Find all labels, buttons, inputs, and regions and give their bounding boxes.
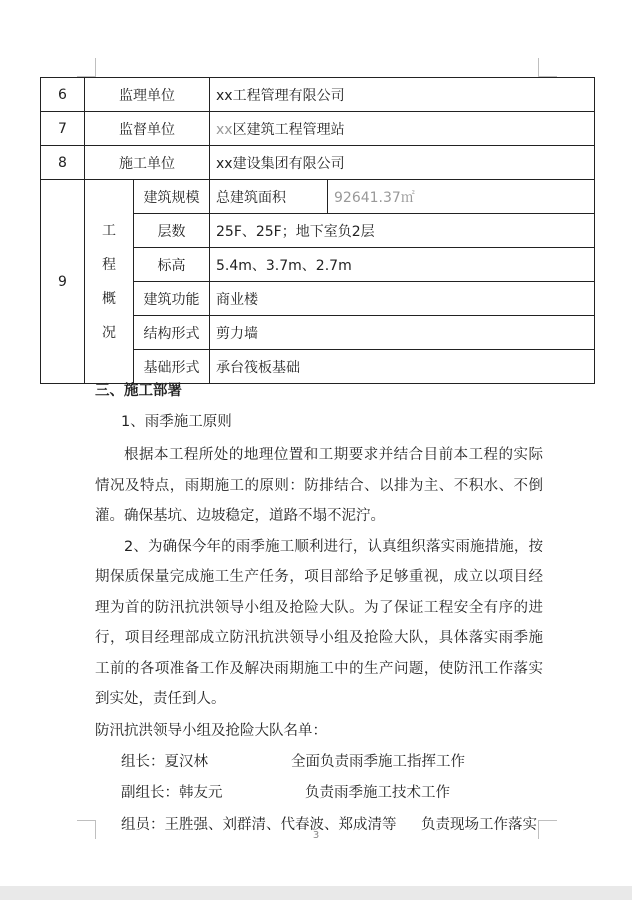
sub-label: 建筑规模	[134, 180, 210, 214]
page-number: 3	[312, 830, 320, 841]
row-number: 6	[41, 78, 85, 112]
row-label: 施工单位	[85, 146, 210, 180]
member-role: 副组长：韩友元	[121, 785, 223, 801]
list-item	[95, 747, 543, 779]
group-char: 概	[102, 290, 116, 307]
group-char: 况	[102, 324, 116, 341]
row-value: xx建设集团有限公司	[210, 146, 595, 180]
sub-value: 总建筑面积	[210, 180, 328, 214]
member-duty: 负责雨季施工技术工作	[305, 785, 450, 801]
row-value	[210, 112, 595, 146]
value-text: 区建筑工程管理站	[232, 121, 345, 138]
row-label: 监理单位	[85, 78, 210, 112]
value-prefix: xx	[216, 121, 233, 138]
section-heading: 三、施工部署	[95, 383, 182, 399]
crop-mark-top-left	[77, 58, 96, 77]
group-label-vertical	[85, 180, 134, 384]
table-row	[41, 78, 595, 112]
sub-label: 建筑功能	[134, 282, 210, 316]
project-info-table	[40, 77, 595, 384]
member-duty: 全面负责雨季施工指挥工作	[291, 753, 465, 770]
row-number: 8	[41, 146, 85, 180]
sub-value: 剪力墙	[210, 316, 595, 350]
sub-label: 层数	[134, 214, 210, 248]
member-duty: 负责现场工作落实	[421, 816, 537, 833]
crop-mark-top-right	[538, 58, 557, 77]
member-role: 组长：夏汉林	[121, 753, 208, 770]
sub-value: 5.4m、3.7m、2.7m	[210, 248, 595, 282]
sub-value: 25F、25F；地下室负2层	[210, 214, 595, 248]
subsection-heading: 1、雨季施工原则	[121, 414, 232, 430]
row-number: 9	[41, 180, 85, 384]
group-char: 工	[102, 222, 116, 239]
body-text	[95, 378, 543, 841]
row-value: xx工程管理有限公司	[210, 78, 595, 112]
list-item	[95, 778, 543, 810]
sub-label: 结构形式	[134, 316, 210, 350]
sub-extra: 92641.37㎡	[328, 180, 595, 214]
table-row	[41, 146, 595, 180]
paragraph: 根据本工程所处的地理位置和工期要求并结合目前本工程的实际情况及特点，雨期施工的原则：防排结合、以排为主、不积水、不倒灌。确保基坑、边坡稳定，道路不塌不泥泞。	[95, 447, 543, 524]
paragraph: 2、为确保今年的雨季施工顺利进行，认真组织落实雨施措施，按期保质保量完成施工生产任务，项目部给予足够重视，成立以项目经理为首的防汛抗洪领导小组及抢险大队。为了保证工程安全有序的进行，项目经理部成立防汛抗洪领导小组及抢险大队，具体落实雨季施工前的各项准备工作及解决雨期施工中的生产问题，使防汛工作落实到实处，责任到人。	[95, 538, 543, 707]
row-label: 监督单位	[85, 112, 210, 146]
group-char: 程	[102, 256, 116, 273]
table-row	[41, 180, 595, 214]
table-row	[41, 112, 595, 146]
sub-label: 基础形式	[134, 350, 210, 384]
sub-value: 商业楼	[210, 282, 595, 316]
row-number: 7	[41, 112, 85, 146]
page-gap	[0, 886, 632, 900]
sub-label: 标高	[134, 248, 210, 282]
list-title: 防汛抗洪领导小组及抢险大队名单：	[95, 722, 327, 739]
sub-value: 承台筏板基础	[210, 350, 595, 384]
member-role: 组员：王胜强、刘群清、代春波、郑成清等	[121, 816, 397, 833]
